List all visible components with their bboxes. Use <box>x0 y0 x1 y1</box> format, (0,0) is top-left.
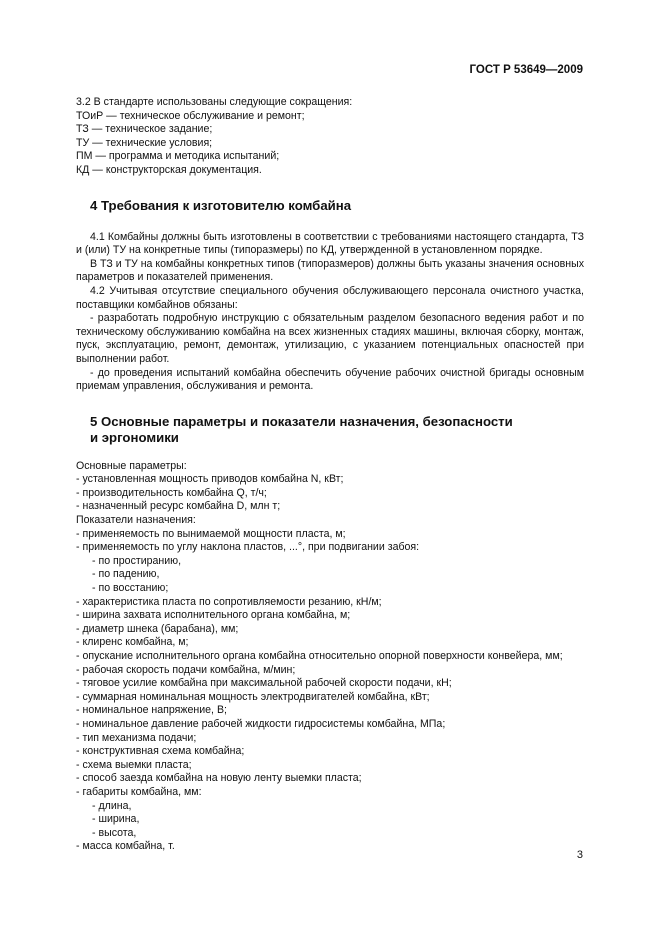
list-item: - установленная мощность приводов комбайна N, кВт; <box>76 473 344 486</box>
page-header: ГОСТ Р 53649—2009 <box>469 64 583 76</box>
abbr-item: ПМ — программа и методика испытаний; <box>76 150 280 163</box>
basic-params-title: Основные параметры: <box>76 459 187 472</box>
paragraph-4-1-b: В ТЗ и ТУ на комбайны конкретных типов (типоразмеров) должны быть указаны значения основных параметров и показателей применения. <box>76 257 584 284</box>
section-5-heading-line2: и эргономики <box>90 429 179 445</box>
list-item: - суммарная номинальная мощность электродвигателей комбайна, кВт; <box>76 690 430 703</box>
paragraph-4-2: 4.2 Учитывая отсутствие специального обучения обслуживающего персонала очистного участка, поставщики комбайнов обязаны: <box>76 284 584 311</box>
page-number: 3 <box>576 849 583 861</box>
list-item: - производительность комбайна Q, т/ч; <box>76 486 267 499</box>
list-item: - ширина захвата исполнительного органа комбайна, м; <box>76 609 351 622</box>
list-item: - габариты комбайна, мм: <box>76 785 202 798</box>
section-5-heading-line1: 5 Основные параметры и показатели назначения, безопасности <box>90 413 513 429</box>
paragraph-4-1: 4.1 Комбайны должны быть изготовлены в соответствии с требованиями настоящего стандарта, ТЗ и (или) ТУ на конкретные типы (типоразмеры) по КД, утвержденной в установленном порядке. <box>76 230 584 257</box>
abbreviations-intro: 3.2 В стандарте использованы следующие сокращения: <box>76 96 353 108</box>
sub-list-item: - по восстанию; <box>92 582 169 595</box>
list-item: - схема выемки пласта; <box>76 758 192 771</box>
sub-list-item: - по падению, <box>92 568 160 581</box>
abbr-item: ТЗ — техническое задание; <box>76 123 213 136</box>
list-item: - номинальное давление рабочей жидкости гидросистемы комбайна, МПа; <box>76 717 446 730</box>
paragraph-4-2-item: - разработать подробную инструкцию с обязательным разделом безопасного ведения работ и по техническому обслуживанию комбайна на всех жизненных стадиях машины, включая сборку, монтаж, пуск, эксплуатацию, ремонт, демонтаж, утилизацию, с указанием потенциальных опасностей при выполнении работ. <box>76 312 584 365</box>
list-item: - назначенный ресурс комбайна D, млн т; <box>76 500 281 513</box>
section-4-heading: 4 Требования к изготовителю комбайна <box>90 197 352 213</box>
sub-list-item: - ширина, <box>92 813 140 826</box>
list-item: - диаметр шнека (барабана), мм; <box>76 622 239 635</box>
sub-list-item: - высота, <box>92 826 137 839</box>
page-content <box>76 96 584 854</box>
list-item: - характеристика пласта по сопротивляемости резанию, кН/м; <box>76 595 382 608</box>
abbr-item: ТУ — технические условия; <box>76 136 213 149</box>
sub-list-item: - по простиранию, <box>92 554 182 567</box>
list-item: - масса комбайна, т. <box>76 840 175 853</box>
section-4 <box>76 198 584 394</box>
section-3-2 <box>76 96 584 178</box>
list-item: - конструктивная схема комбайна; <box>76 745 245 758</box>
purpose-title: Показатели назначения: <box>76 514 196 527</box>
list-item: - применяемость по углу наклона пластов, ...°, при подвигании забоя: <box>76 541 420 554</box>
list-item: - опускание исполнительного органа комбайна относительно опорной поверхности конвейера, мм; <box>76 650 563 662</box>
list-item: - рабочая скорость подачи комбайна, м/мин; <box>76 663 296 676</box>
abbr-item: КД — конструкторская документация. <box>76 163 262 176</box>
abbr-item: ТОиР — техническое обслуживание и ремонт; <box>76 109 305 122</box>
paragraph-4-2-item: - до проведения испытаний комбайна обеспечить обучение рабочих очистной бригады основным приемам управления, обслуживания и ремонта. <box>76 366 584 393</box>
sub-list-item: - длина, <box>92 799 132 812</box>
list-item: - тяговое усилие комбайна при максимальной рабочей скорости подачи, кН; <box>76 677 452 690</box>
list-item: - способ заезда комбайна на новую ленту выемки пласта; <box>76 772 362 785</box>
list-item: - применяемость по вынимаемой мощности пласта, м; <box>76 527 346 540</box>
section-5 <box>76 414 584 854</box>
list-item: - номинальное напряжение, В; <box>76 704 227 717</box>
list-item: - клиренс комбайна, м; <box>76 636 189 649</box>
list-item: - тип механизма подачи; <box>76 731 197 744</box>
